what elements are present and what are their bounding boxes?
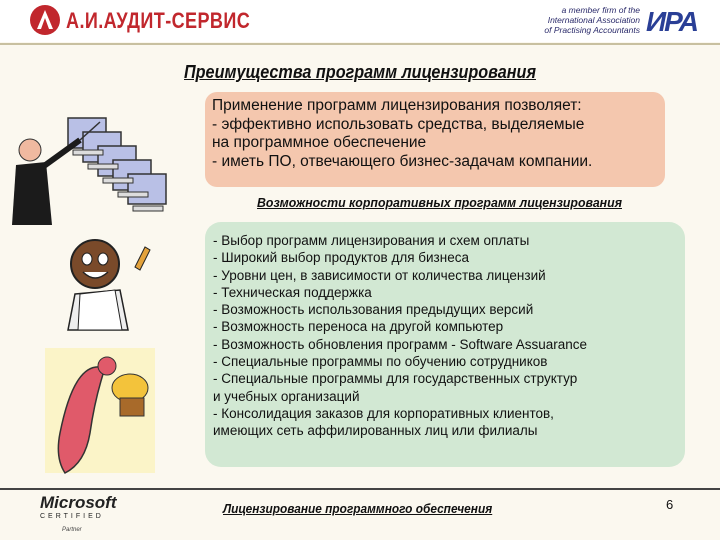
company-brand: А.И.АУДИТ-СЕРВИС xyxy=(66,8,251,33)
footer-divider xyxy=(0,488,720,490)
ipa-logo: ИPA xyxy=(646,6,697,37)
ipa-tagline: a member firm of the International Association of Practising Accountants xyxy=(544,5,640,35)
microsoft-logo: Microsoft xyxy=(40,493,117,512)
page-number: 6 xyxy=(666,497,674,512)
audit-logo-icon xyxy=(30,5,60,35)
man-with-document-icon xyxy=(50,232,165,332)
presenter-with-monitors-icon xyxy=(8,110,198,230)
list-item: - Техническая поддержка xyxy=(213,284,372,300)
microsoft-partner-label: Partner xyxy=(62,527,82,533)
footer-caption: Лицензирование программного обеспечения xyxy=(223,502,493,516)
features-heading: Возможности корпоративных программ лицензирования xyxy=(257,195,622,210)
features-list xyxy=(213,232,683,440)
slide-title: Преимущества программ лицензирования xyxy=(184,62,536,82)
list-item: - Широкий выбор продуктов для бизнеса xyxy=(213,250,469,266)
list-item: - Возможность переноса на другой компьютер xyxy=(213,319,504,335)
intro-text: Применение программ лицензирования позволяет: - эффективно использовать средства, выделяемые на программное обеспечение - иметь ПО, отвечающего бизнес-задачам компании. xyxy=(212,97,593,170)
list-item: - Специальные программы для государственных структур xyxy=(213,371,578,387)
list-item: - Выбор программ лицензирования и схем оплаты xyxy=(213,233,530,248)
list-item: - Специальные программы по обучению сотрудников xyxy=(213,354,548,370)
list-item: - Возможность обновления программ - Software Assuarance xyxy=(213,336,588,352)
list-item: - Возможность использования предыдущих версий xyxy=(213,302,534,318)
list-item: имеющих сеть аффилированных лиц или филиалы xyxy=(213,423,538,439)
list-item: - Уровни цен, в зависимости от количества лицензий xyxy=(213,267,546,283)
list-item: - Консолидация заказов для корпоративных клиентов, xyxy=(213,405,554,421)
dancer-with-laptop-icon xyxy=(15,338,175,478)
microsoft-certified-label: CERTIFIED xyxy=(40,513,104,520)
list-item: и учебных организаций xyxy=(213,388,360,404)
header-divider xyxy=(0,43,720,45)
